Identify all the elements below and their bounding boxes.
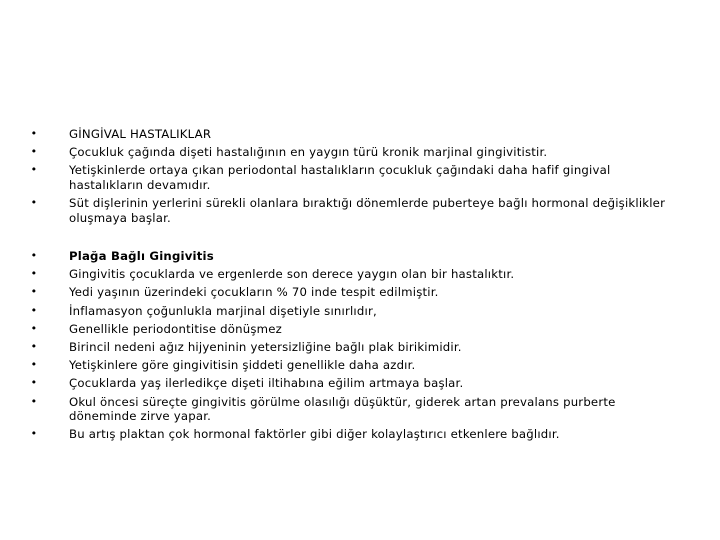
list-item-text: Çocuklarda yaş ilerledikçe dişeti iltihabına eğilim artmaya başlar. [69, 376, 464, 391]
bullet-icon: • [30, 427, 38, 441]
list-item [0, 127, 720, 142]
bullet-icon: • [30, 163, 38, 177]
bullet-icon: • [30, 285, 38, 299]
list-item [0, 145, 720, 160]
section-heading: Plağa Bağlı Gingivitis [69, 249, 214, 263]
list-item [0, 163, 720, 192]
list-item-text: Okul öncesi süreçte gingivitis görülme olasılığı düşüktür, giderek artan prevalans purberte döneminde zirve yapar. [69, 394, 616, 423]
list-item [0, 267, 720, 282]
bullet-icon: • [30, 196, 38, 210]
bullet-icon: • [30, 394, 38, 408]
bullet-icon: • [30, 303, 38, 317]
bullet-icon: • [30, 358, 38, 372]
list-item [0, 322, 720, 337]
list-item-text: Genellikle periodontitise dönüşmez [69, 321, 282, 336]
bullet-icon: • [30, 249, 38, 262]
list-item-text: Yetişkinlerde ortaya çıkan periodontal hastalıkların çocukluk çağındaki daha hafif gingival hastalıkların devamıdır. [69, 163, 611, 192]
list-item-text: Çocukluk çağında dişeti hastalığının en yaygın türü kronik marjinal gingivitistir. [69, 145, 548, 160]
list-item-text: Yetişkinlere göre gingivitisin şiddeti genellikle daha azdır. [69, 358, 416, 373]
list-item [0, 196, 720, 225]
bullet-icon: • [30, 267, 38, 281]
list-item [0, 249, 720, 264]
bullet-list-gingival-diseases [0, 127, 720, 229]
bullet-icon: • [30, 376, 38, 390]
bullet-icon: • [30, 321, 38, 335]
list-item [0, 376, 720, 391]
bullet-list-plaque-gingivitis [0, 249, 720, 445]
list-item-text: İnflamasyon çoğunlukla marjinal dişetiyle sınırlıdır, [69, 303, 377, 318]
list-item [0, 340, 720, 355]
list-item-text: Süt dişlerinin yerlerini sürekli olanlara bıraktığı dönemlerde puberteye bağlı hormonal değişiklikler oluşmaya başlar. [69, 196, 666, 225]
list-item [0, 304, 720, 319]
list-item-text: Yedi yaşının üzerindeki çocukların % 70 inde tespit edilmiştir. [69, 285, 439, 300]
list-item [0, 427, 720, 442]
list-item [0, 395, 720, 424]
list-item [0, 358, 720, 373]
list-item-text: Gingivitis çocuklarda ve ergenlerde son derece yaygın olan bir hastalıktır. [69, 267, 515, 282]
bullet-icon: • [30, 339, 38, 353]
bullet-icon: • [30, 127, 38, 140]
list-item-text: Birincil nedeni ağız hijyeninin yetersizliğine bağlı plak birikimidir. [69, 339, 462, 354]
list-item-text: Bu artış plaktan çok hormonal faktörler gibi diğer kolaylaştırıcı etkenlere bağlıdır. [69, 427, 560, 442]
section-heading: GİNGİVAL HASTALIKLAR [69, 127, 212, 141]
bullet-icon: • [30, 145, 38, 159]
list-item [0, 285, 720, 300]
